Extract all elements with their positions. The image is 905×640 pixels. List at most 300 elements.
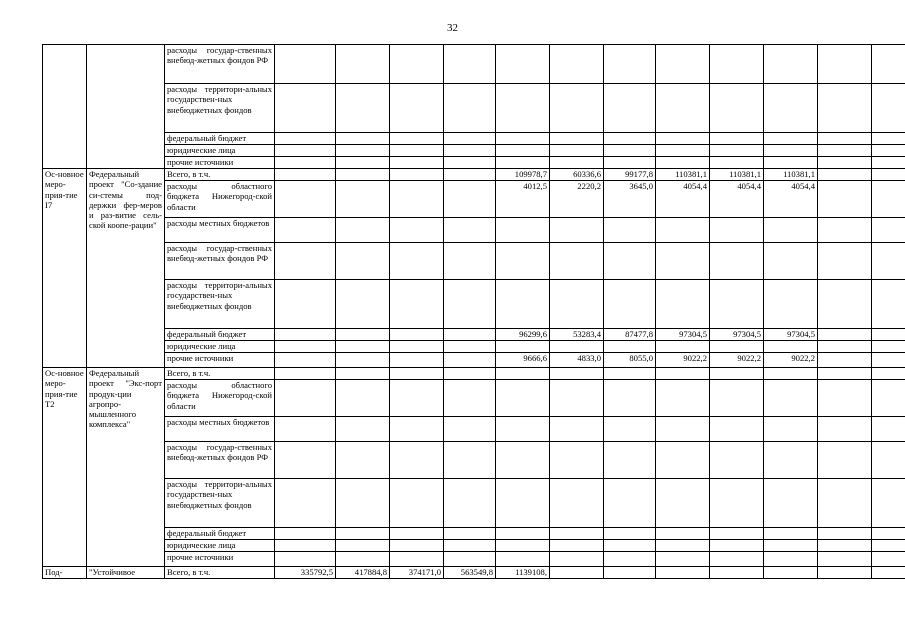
table-row	[43, 353, 905, 368]
value-cell	[710, 280, 764, 329]
value-cell	[275, 442, 336, 479]
value-cell	[444, 329, 496, 341]
value-cell	[604, 552, 656, 567]
value-cell	[604, 417, 656, 442]
table-row	[43, 84, 905, 133]
value-cell	[710, 218, 764, 243]
value-cell	[550, 567, 604, 579]
table-row	[43, 567, 905, 579]
value-cell	[872, 45, 905, 84]
value-cell	[872, 567, 905, 579]
value-cell	[710, 417, 764, 442]
value-cell	[550, 442, 604, 479]
value-cell	[390, 280, 444, 329]
table-row	[43, 479, 905, 528]
value-cell: 9022,2	[656, 353, 710, 368]
value-cell	[275, 169, 336, 181]
project-name-cell: Федеральный проект "Со-здание си-стемы под-держки фер-меров и раз-витие сель-ской коопе-рации"	[87, 169, 165, 368]
value-cell	[496, 45, 550, 84]
value-cell	[390, 45, 444, 84]
value-cell: 97304,5	[710, 329, 764, 341]
value-cell	[872, 169, 905, 181]
funding-source-cell: федеральный бюджет	[165, 528, 275, 540]
value-cell	[710, 368, 764, 380]
value-cell	[275, 329, 336, 341]
table-row	[43, 380, 905, 417]
value-cell	[656, 157, 710, 169]
value-cell	[390, 157, 444, 169]
value-cell	[872, 133, 905, 145]
table-body	[43, 45, 905, 579]
value-cell	[444, 45, 496, 84]
funding-source-cell: расходы государ-ственных внебюд-жетных фондов РФ	[165, 45, 275, 84]
value-cell	[496, 442, 550, 479]
value-cell	[496, 218, 550, 243]
value-cell	[444, 280, 496, 329]
value-cell	[496, 380, 550, 417]
value-cell	[390, 368, 444, 380]
value-cell	[444, 552, 496, 567]
value-cell	[444, 380, 496, 417]
value-cell	[656, 479, 710, 528]
value-cell	[872, 243, 905, 280]
value-cell: 4833,0	[550, 353, 604, 368]
value-cell	[872, 145, 905, 157]
value-cell	[390, 169, 444, 181]
funding-source-cell: Всего, в т.ч.	[165, 169, 275, 181]
value-cell	[818, 157, 872, 169]
value-cell	[550, 280, 604, 329]
value-cell	[656, 84, 710, 133]
funding-source-cell: расходы местных бюджетов	[165, 417, 275, 442]
value-cell	[275, 181, 336, 218]
value-cell: 8055,0	[604, 353, 656, 368]
value-cell	[275, 243, 336, 280]
funding-source-cell: расходы государ-ственных внебюд-жетных фондов РФ	[165, 442, 275, 479]
value-cell	[656, 540, 710, 552]
value-cell	[656, 567, 710, 579]
value-cell	[336, 218, 390, 243]
value-cell	[275, 280, 336, 329]
funding-source-cell: расходы местных бюджетов	[165, 218, 275, 243]
value-cell	[604, 84, 656, 133]
value-cell	[818, 353, 872, 368]
value-cell	[390, 133, 444, 145]
value-cell	[550, 145, 604, 157]
value-cell: 9022,2	[710, 353, 764, 368]
value-cell: 2220,2	[550, 181, 604, 218]
value-cell: 60336,6	[550, 169, 604, 181]
value-cell	[390, 479, 444, 528]
value-cell	[336, 133, 390, 145]
value-cell	[336, 368, 390, 380]
funding-source-cell: федеральный бюджет	[165, 329, 275, 341]
table-row	[43, 181, 905, 218]
value-cell	[275, 368, 336, 380]
value-cell	[764, 157, 818, 169]
table-row	[43, 145, 905, 157]
value-cell	[604, 567, 656, 579]
value-cell	[444, 218, 496, 243]
value-cell	[818, 479, 872, 528]
value-cell	[872, 442, 905, 479]
value-cell	[550, 157, 604, 169]
value-cell	[390, 84, 444, 133]
value-cell	[764, 145, 818, 157]
value-cell	[818, 380, 872, 417]
value-cell: 9666,6	[496, 353, 550, 368]
value-cell	[336, 380, 390, 417]
value-cell	[336, 341, 390, 353]
value-cell	[444, 442, 496, 479]
value-cell	[710, 567, 764, 579]
value-cell	[550, 341, 604, 353]
value-cell	[710, 243, 764, 280]
value-cell	[710, 540, 764, 552]
value-cell	[444, 528, 496, 540]
value-cell	[275, 540, 336, 552]
value-cell	[872, 540, 905, 552]
value-cell	[818, 45, 872, 84]
value-cell	[336, 353, 390, 368]
value-cell	[550, 528, 604, 540]
value-cell	[656, 442, 710, 479]
value-cell	[872, 552, 905, 567]
funding-source-cell: юридические лица	[165, 145, 275, 157]
value-cell	[764, 368, 818, 380]
value-cell	[444, 341, 496, 353]
value-cell	[818, 341, 872, 353]
value-cell	[872, 380, 905, 417]
value-cell	[336, 280, 390, 329]
project-name-cell	[87, 45, 165, 169]
value-cell	[818, 280, 872, 329]
value-cell	[336, 181, 390, 218]
value-cell: 9022,2	[764, 353, 818, 368]
table-row	[43, 442, 905, 479]
value-cell	[818, 84, 872, 133]
value-cell	[656, 145, 710, 157]
value-cell	[496, 528, 550, 540]
value-cell: 1139108,	[496, 567, 550, 579]
value-cell	[275, 45, 336, 84]
value-cell	[818, 243, 872, 280]
funding-source-cell: Всего, в т.ч.	[165, 567, 275, 579]
value-cell: 97304,5	[656, 329, 710, 341]
value-cell	[710, 84, 764, 133]
value-cell	[444, 169, 496, 181]
value-cell	[444, 157, 496, 169]
table-row	[43, 280, 905, 329]
value-cell	[496, 280, 550, 329]
value-cell	[764, 218, 818, 243]
value-cell	[872, 479, 905, 528]
value-cell: 97304,5	[764, 329, 818, 341]
value-cell	[390, 145, 444, 157]
value-cell	[444, 181, 496, 218]
value-cell: 417884,8	[336, 567, 390, 579]
value-cell: 4054,4	[656, 181, 710, 218]
value-cell: 53283,4	[550, 329, 604, 341]
value-cell	[550, 218, 604, 243]
value-cell	[710, 552, 764, 567]
value-cell	[550, 552, 604, 567]
value-cell: 4054,4	[710, 181, 764, 218]
value-cell: 99177,8	[604, 169, 656, 181]
value-cell	[818, 552, 872, 567]
activity-code-cell: Под-	[43, 567, 87, 579]
value-cell: 96299,6	[496, 329, 550, 341]
value-cell	[275, 145, 336, 157]
value-cell	[550, 540, 604, 552]
value-cell	[444, 84, 496, 133]
value-cell	[764, 552, 818, 567]
funding-source-cell: прочие источники	[165, 552, 275, 567]
value-cell	[818, 329, 872, 341]
value-cell	[275, 84, 336, 133]
value-cell	[710, 479, 764, 528]
value-cell	[336, 145, 390, 157]
value-cell	[496, 145, 550, 157]
value-cell	[390, 353, 444, 368]
value-cell	[336, 243, 390, 280]
value-cell	[818, 133, 872, 145]
value-cell	[275, 552, 336, 567]
table-row	[43, 540, 905, 552]
value-cell	[550, 133, 604, 145]
value-cell	[818, 417, 872, 442]
value-cell	[444, 417, 496, 442]
value-cell	[336, 157, 390, 169]
value-cell	[336, 417, 390, 442]
value-cell	[818, 145, 872, 157]
value-cell	[390, 552, 444, 567]
value-cell	[496, 157, 550, 169]
value-cell	[390, 181, 444, 218]
value-cell	[336, 329, 390, 341]
table-row	[43, 157, 905, 169]
value-cell	[656, 341, 710, 353]
activity-code-cell: Ос-новное меро-прия-тие T2	[43, 368, 87, 567]
value-cell	[656, 243, 710, 280]
value-cell	[872, 280, 905, 329]
value-cell	[604, 540, 656, 552]
value-cell	[764, 341, 818, 353]
activity-code-cell	[43, 45, 87, 169]
value-cell	[604, 133, 656, 145]
value-cell	[764, 567, 818, 579]
value-cell	[710, 341, 764, 353]
value-cell: 109978,7	[496, 169, 550, 181]
funding-source-cell: расходы государ-ственных внебюд-жетных фондов РФ	[165, 243, 275, 280]
value-cell	[872, 528, 905, 540]
funding-source-cell: расходы областного бюджета Нижегород-ской области	[165, 181, 275, 218]
value-cell	[604, 341, 656, 353]
value-cell	[656, 380, 710, 417]
value-cell	[275, 157, 336, 169]
value-cell: 110381,1	[656, 169, 710, 181]
table-row	[43, 368, 905, 380]
project-name-cell: Федеральный проект "Экс-порт продук-ции агропро-мышленного комплекса"	[87, 368, 165, 567]
value-cell	[550, 417, 604, 442]
funding-source-cell: юридические лица	[165, 341, 275, 353]
value-cell	[336, 84, 390, 133]
funding-source-cell: юридические лица	[165, 540, 275, 552]
value-cell	[710, 157, 764, 169]
value-cell: 3645,0	[604, 181, 656, 218]
value-cell	[550, 380, 604, 417]
value-cell	[444, 540, 496, 552]
value-cell	[496, 479, 550, 528]
value-cell	[656, 528, 710, 540]
value-cell	[336, 45, 390, 84]
value-cell	[496, 133, 550, 145]
value-cell	[336, 552, 390, 567]
value-cell	[550, 243, 604, 280]
funding-source-cell: федеральный бюджет	[165, 133, 275, 145]
value-cell: 563549,8	[444, 567, 496, 579]
value-cell	[818, 368, 872, 380]
value-cell	[275, 417, 336, 442]
value-cell	[656, 45, 710, 84]
value-cell	[336, 540, 390, 552]
table-row	[43, 528, 905, 540]
value-cell	[764, 45, 818, 84]
value-cell	[390, 528, 444, 540]
value-cell	[656, 368, 710, 380]
value-cell	[656, 133, 710, 145]
value-cell	[444, 368, 496, 380]
value-cell	[710, 442, 764, 479]
value-cell: 4012,5	[496, 181, 550, 218]
value-cell	[872, 353, 905, 368]
value-cell	[872, 368, 905, 380]
value-cell	[656, 280, 710, 329]
activity-code-cell: Ос-новное меро-прия-тие I7	[43, 169, 87, 368]
table-row	[43, 45, 905, 84]
value-cell	[275, 380, 336, 417]
value-cell	[604, 218, 656, 243]
value-cell	[656, 218, 710, 243]
value-cell	[336, 442, 390, 479]
table-row	[43, 341, 905, 353]
value-cell	[604, 145, 656, 157]
value-cell: 374171,0	[390, 567, 444, 579]
value-cell	[604, 442, 656, 479]
funding-table	[42, 44, 905, 579]
value-cell	[818, 540, 872, 552]
value-cell	[764, 417, 818, 442]
page-number: 32	[447, 22, 458, 34]
value-cell	[496, 417, 550, 442]
value-cell	[336, 479, 390, 528]
value-cell	[550, 84, 604, 133]
value-cell: 87477,8	[604, 329, 656, 341]
value-cell: 110381,1	[764, 169, 818, 181]
value-cell	[818, 442, 872, 479]
value-cell	[872, 341, 905, 353]
value-cell: 110381,1	[710, 169, 764, 181]
value-cell	[764, 133, 818, 145]
value-cell	[604, 479, 656, 528]
value-cell	[872, 84, 905, 133]
value-cell: 335792,5	[275, 567, 336, 579]
value-cell	[275, 218, 336, 243]
value-cell	[336, 169, 390, 181]
value-cell	[872, 218, 905, 243]
value-cell	[444, 133, 496, 145]
value-cell	[764, 380, 818, 417]
value-cell	[390, 380, 444, 417]
value-cell	[710, 45, 764, 84]
value-cell	[550, 368, 604, 380]
table-row	[43, 243, 905, 280]
value-cell	[818, 567, 872, 579]
funding-source-cell: прочие источники	[165, 353, 275, 368]
value-cell	[872, 329, 905, 341]
table-row	[43, 552, 905, 567]
funding-source-cell: расходы областного бюджета Нижегород-ской области	[165, 380, 275, 417]
value-cell	[604, 45, 656, 84]
value-cell	[496, 243, 550, 280]
value-cell	[710, 528, 764, 540]
table-row	[43, 417, 905, 442]
value-cell	[496, 540, 550, 552]
value-cell	[764, 280, 818, 329]
value-cell	[604, 380, 656, 417]
value-cell	[764, 442, 818, 479]
table-row	[43, 329, 905, 341]
value-cell	[496, 552, 550, 567]
value-cell	[496, 368, 550, 380]
funding-source-cell: прочие источники	[165, 157, 275, 169]
value-cell	[656, 417, 710, 442]
value-cell	[390, 540, 444, 552]
value-cell	[818, 218, 872, 243]
value-cell	[390, 341, 444, 353]
value-cell	[496, 341, 550, 353]
value-cell	[390, 218, 444, 243]
value-cell	[764, 540, 818, 552]
value-cell	[818, 181, 872, 218]
value-cell	[390, 243, 444, 280]
funding-source-cell: Всего, в т.ч.	[165, 368, 275, 380]
value-cell	[656, 552, 710, 567]
value-cell	[275, 341, 336, 353]
value-cell	[818, 169, 872, 181]
value-cell	[390, 417, 444, 442]
value-cell	[275, 133, 336, 145]
value-cell	[550, 479, 604, 528]
value-cell	[496, 84, 550, 133]
table-row	[43, 133, 905, 145]
value-cell: 4054,4	[764, 181, 818, 218]
value-cell	[818, 528, 872, 540]
value-cell	[764, 84, 818, 133]
value-cell	[604, 243, 656, 280]
value-cell	[390, 442, 444, 479]
project-name-cell: "Устойчивое	[87, 567, 165, 579]
value-cell	[710, 133, 764, 145]
value-cell	[872, 181, 905, 218]
funding-source-cell: расходы территори-альных государствен-ных внебюджетных фондов	[165, 84, 275, 133]
funding-source-cell: расходы территори-альных государствен-ных внебюджетных фондов	[165, 479, 275, 528]
value-cell	[336, 528, 390, 540]
value-cell	[275, 353, 336, 368]
value-cell	[604, 280, 656, 329]
value-cell	[604, 368, 656, 380]
value-cell	[764, 479, 818, 528]
